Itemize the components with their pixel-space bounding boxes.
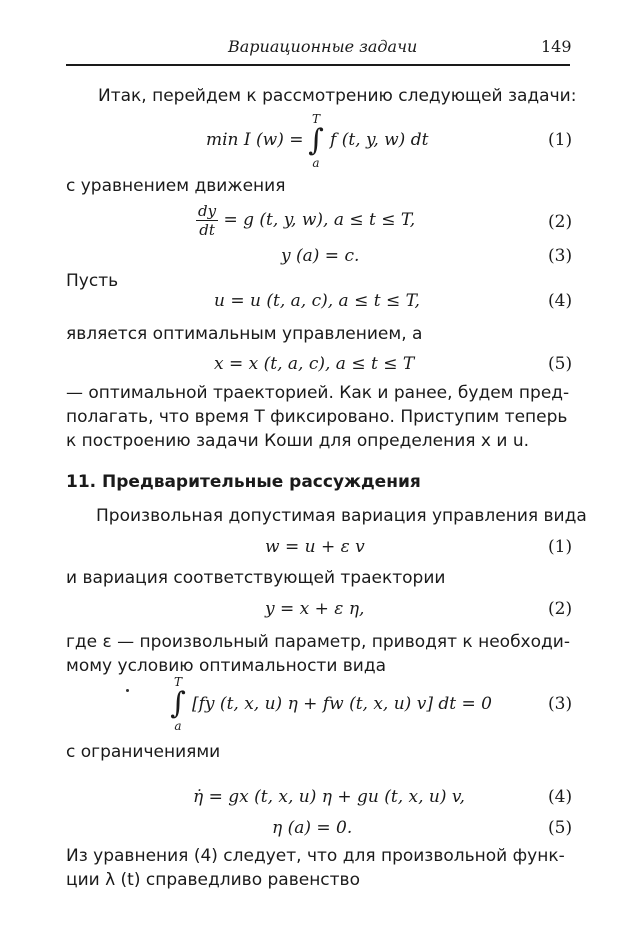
intro-text: Итак, перейдем к рассмотрению следующей задачи:	[98, 86, 577, 106]
eq1-upper-limit: T	[311, 112, 320, 126]
running-header-title: Вариационные задачи	[228, 37, 418, 56]
eqA-number: (1)	[548, 537, 573, 557]
eq2-number: (2)	[548, 212, 573, 232]
para4-line2: ции λ (t) справедливо равенство	[66, 870, 360, 890]
eq3: y (a) = c.	[281, 246, 360, 266]
para2-line1: Произвольная допустимая вариация управления вида	[96, 506, 587, 526]
para3-line1: где ε — произвольный параметр, приводят к необходи-	[66, 632, 570, 652]
eqD: η̇ = gx (t, x, u) η + gu (t, x, u) v,	[193, 787, 465, 807]
eq2-fraction	[196, 202, 218, 239]
eq1-number: (1)	[548, 130, 573, 150]
eq2-numerator: dy	[198, 202, 217, 220]
eq4-number: (4)	[548, 291, 573, 311]
eqD-number: (4)	[548, 787, 573, 807]
para1-line2: полагать, что время T фиксировано. Приступим теперь	[66, 407, 568, 427]
integral-icon: ∫	[170, 686, 186, 721]
eq4: u = u (t, a, c), a ≤ t ≤ T,	[214, 291, 420, 311]
section-heading: 11. Предварительные рассуждения	[66, 472, 421, 492]
integral-icon: ∫	[308, 123, 324, 158]
text-with-motion: с уравнением движения	[66, 176, 286, 196]
eqC-number: (3)	[548, 694, 573, 714]
para4-line1: Из уравнения (4) следует, что для произвольной функ-	[66, 846, 565, 866]
eq5: x = x (t, a, c), a ≤ t ≤ T	[214, 354, 415, 374]
eqB: y = x + ε η,	[265, 599, 365, 619]
eq1-lower-limit: a	[312, 156, 320, 170]
para2-line2: и вариация соответствующей траектории	[66, 568, 446, 588]
eq2	[196, 202, 415, 239]
page-number: 149	[541, 37, 572, 56]
text-is-optimal: является оптимальным управлением, а	[66, 324, 423, 344]
eq1-left: min I (w) =	[206, 130, 304, 150]
eq2-rhs: = g (t, y, w), a ≤ t ≤ T,	[223, 210, 416, 230]
text-let: Пусть	[66, 271, 119, 291]
para3-line2: мому условию оптимальности вида	[66, 656, 387, 676]
eqA: w = u + ε v	[265, 537, 365, 557]
eqC-lower-limit: a	[174, 719, 182, 733]
para1-line1: — оптимальной траекторией. Как и ранее, будем пред-	[66, 383, 570, 403]
eqC-integral	[168, 675, 188, 733]
eq1-integral	[306, 112, 326, 170]
eqE-number: (5)	[548, 818, 573, 838]
eq3-number: (3)	[548, 246, 573, 266]
eqE: η (a) = 0.	[272, 818, 353, 838]
header-rule	[66, 64, 570, 66]
eqC: [fy (t, x, u) η + fw (t, x, u) v] dt = 0	[192, 694, 492, 714]
para1-line3: к построению задачи Коши для определения x и u.	[66, 431, 530, 451]
stray-dot	[126, 689, 129, 692]
eqB-number: (2)	[548, 599, 573, 619]
text-with-constraints: с ограничениями	[66, 742, 221, 762]
eq5-number: (5)	[548, 354, 573, 374]
eq2-denominator: dt	[199, 221, 215, 239]
eq1-integrand: f (t, y, w) dt	[330, 130, 429, 150]
eqC-upper-limit: T	[173, 675, 182, 689]
